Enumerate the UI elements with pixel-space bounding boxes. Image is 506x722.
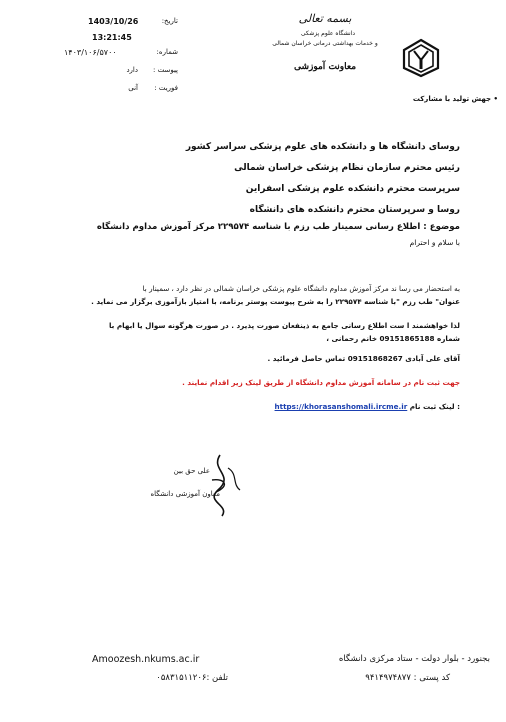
attachment-label: پیوست : — [153, 66, 178, 74]
registration-link-row — [200, 401, 460, 412]
subject-line: موضوع : اطلاع رسانی سمینار طب رزم با شناسه ۲۲۹۵۷۴ مرکز آموزش مداوم دانشگاه — [96, 222, 460, 232]
signatory-name: علی حق بین — [173, 467, 210, 475]
addressee-2: رئیس محترم سازمان نظام پزشکی خراسان شمالی — [234, 163, 460, 173]
time-value: 13:21:45 — [92, 33, 132, 42]
body-paragraph-2-line-2: شماره 09151865188 خانم رحمانی ، — [326, 334, 460, 343]
number-label: شماره: — [156, 48, 178, 56]
number-value: ۱۴۰۳/۱۰۶/۵۷۰۰ — [64, 48, 117, 57]
urgency-value: آنی — [128, 84, 138, 92]
body-paragraph-2-line-1: لذا خواهشمند ا ست اطلاع رسانی جامع به ذینفعان صورت پذیرد . در صورت هرگونه سوال یا ابهام با — [108, 321, 460, 330]
date-value: 1403/10/26 — [88, 17, 139, 26]
addressee-4: روسا و سرپرستان محترم دانشکده های دانشگاه — [249, 205, 460, 215]
signatory-title: معاون آموزشی دانشگاه — [150, 490, 220, 498]
university-line2: و خدمات بهداشتی درمانی خراسان شمالی — [272, 40, 378, 47]
university-logo — [402, 38, 440, 78]
addressee-3: سرپرست محترم دانشکده علوم پزشکی اسفراین — [245, 184, 460, 194]
greeting: با سلام و احترام — [409, 238, 460, 247]
body-paragraph-3: آقای علی آبادی 09151868267 تماس حاصل فرمائید . — [267, 354, 460, 363]
footer-website: Amoozesh.nkums.ac.ir — [92, 654, 200, 665]
footer-address: بجنورد - بلوار دولت - ستاد مرکزی دانشگاه — [338, 654, 490, 664]
body-paragraph-1-line-1: به استحضار می رسا ند مرکز آموزش مداوم دانشگاه علوم پزشکی خراسان شمالی در نظر دارد ، سمینار با — [142, 284, 460, 293]
registration-link-label: : لینک ثبت نام — [409, 402, 460, 411]
urgency-label: فوریت : — [154, 84, 178, 92]
attachment-value: دارد — [126, 66, 138, 74]
body-paragraph-1-line-2: عنوان" طب رزم "با شناسه ۲۲۹۵۷۴ را به شرح پیوست پوستر برنامه، با امتیاز بازآموزی برگزار می نماید . — [91, 297, 460, 306]
slogan: • جهش تولید با مشارکت — [412, 95, 498, 103]
date-label: تاریخ: — [161, 17, 178, 25]
department-name: معاونت آموزشی — [293, 62, 357, 72]
signature-scribble — [190, 450, 250, 520]
footer-phone: تلفن :۰۵۸۳۱۵۱۱۲۰۶ — [156, 673, 228, 683]
registration-link[interactable]: https://khorasanshomali.ircme.ir — [274, 402, 408, 411]
registration-note: جهت ثبت نام در سامانه آموزش مداوم دانشگاه از طریق لینک زیر اقدام نمایند . — [182, 378, 460, 387]
footer-postal-code: کد پستی : ۹۴۱۴۹۷۴۸۷۷ — [365, 673, 450, 683]
addressee-1: روسای دانشگاه ها و دانشکده های علوم پزشکی سراسر کشور — [185, 142, 460, 152]
university-line1: دانشگاه علوم پزشکی — [300, 30, 356, 37]
emblem-text: بسمه تعالی — [298, 12, 352, 25]
